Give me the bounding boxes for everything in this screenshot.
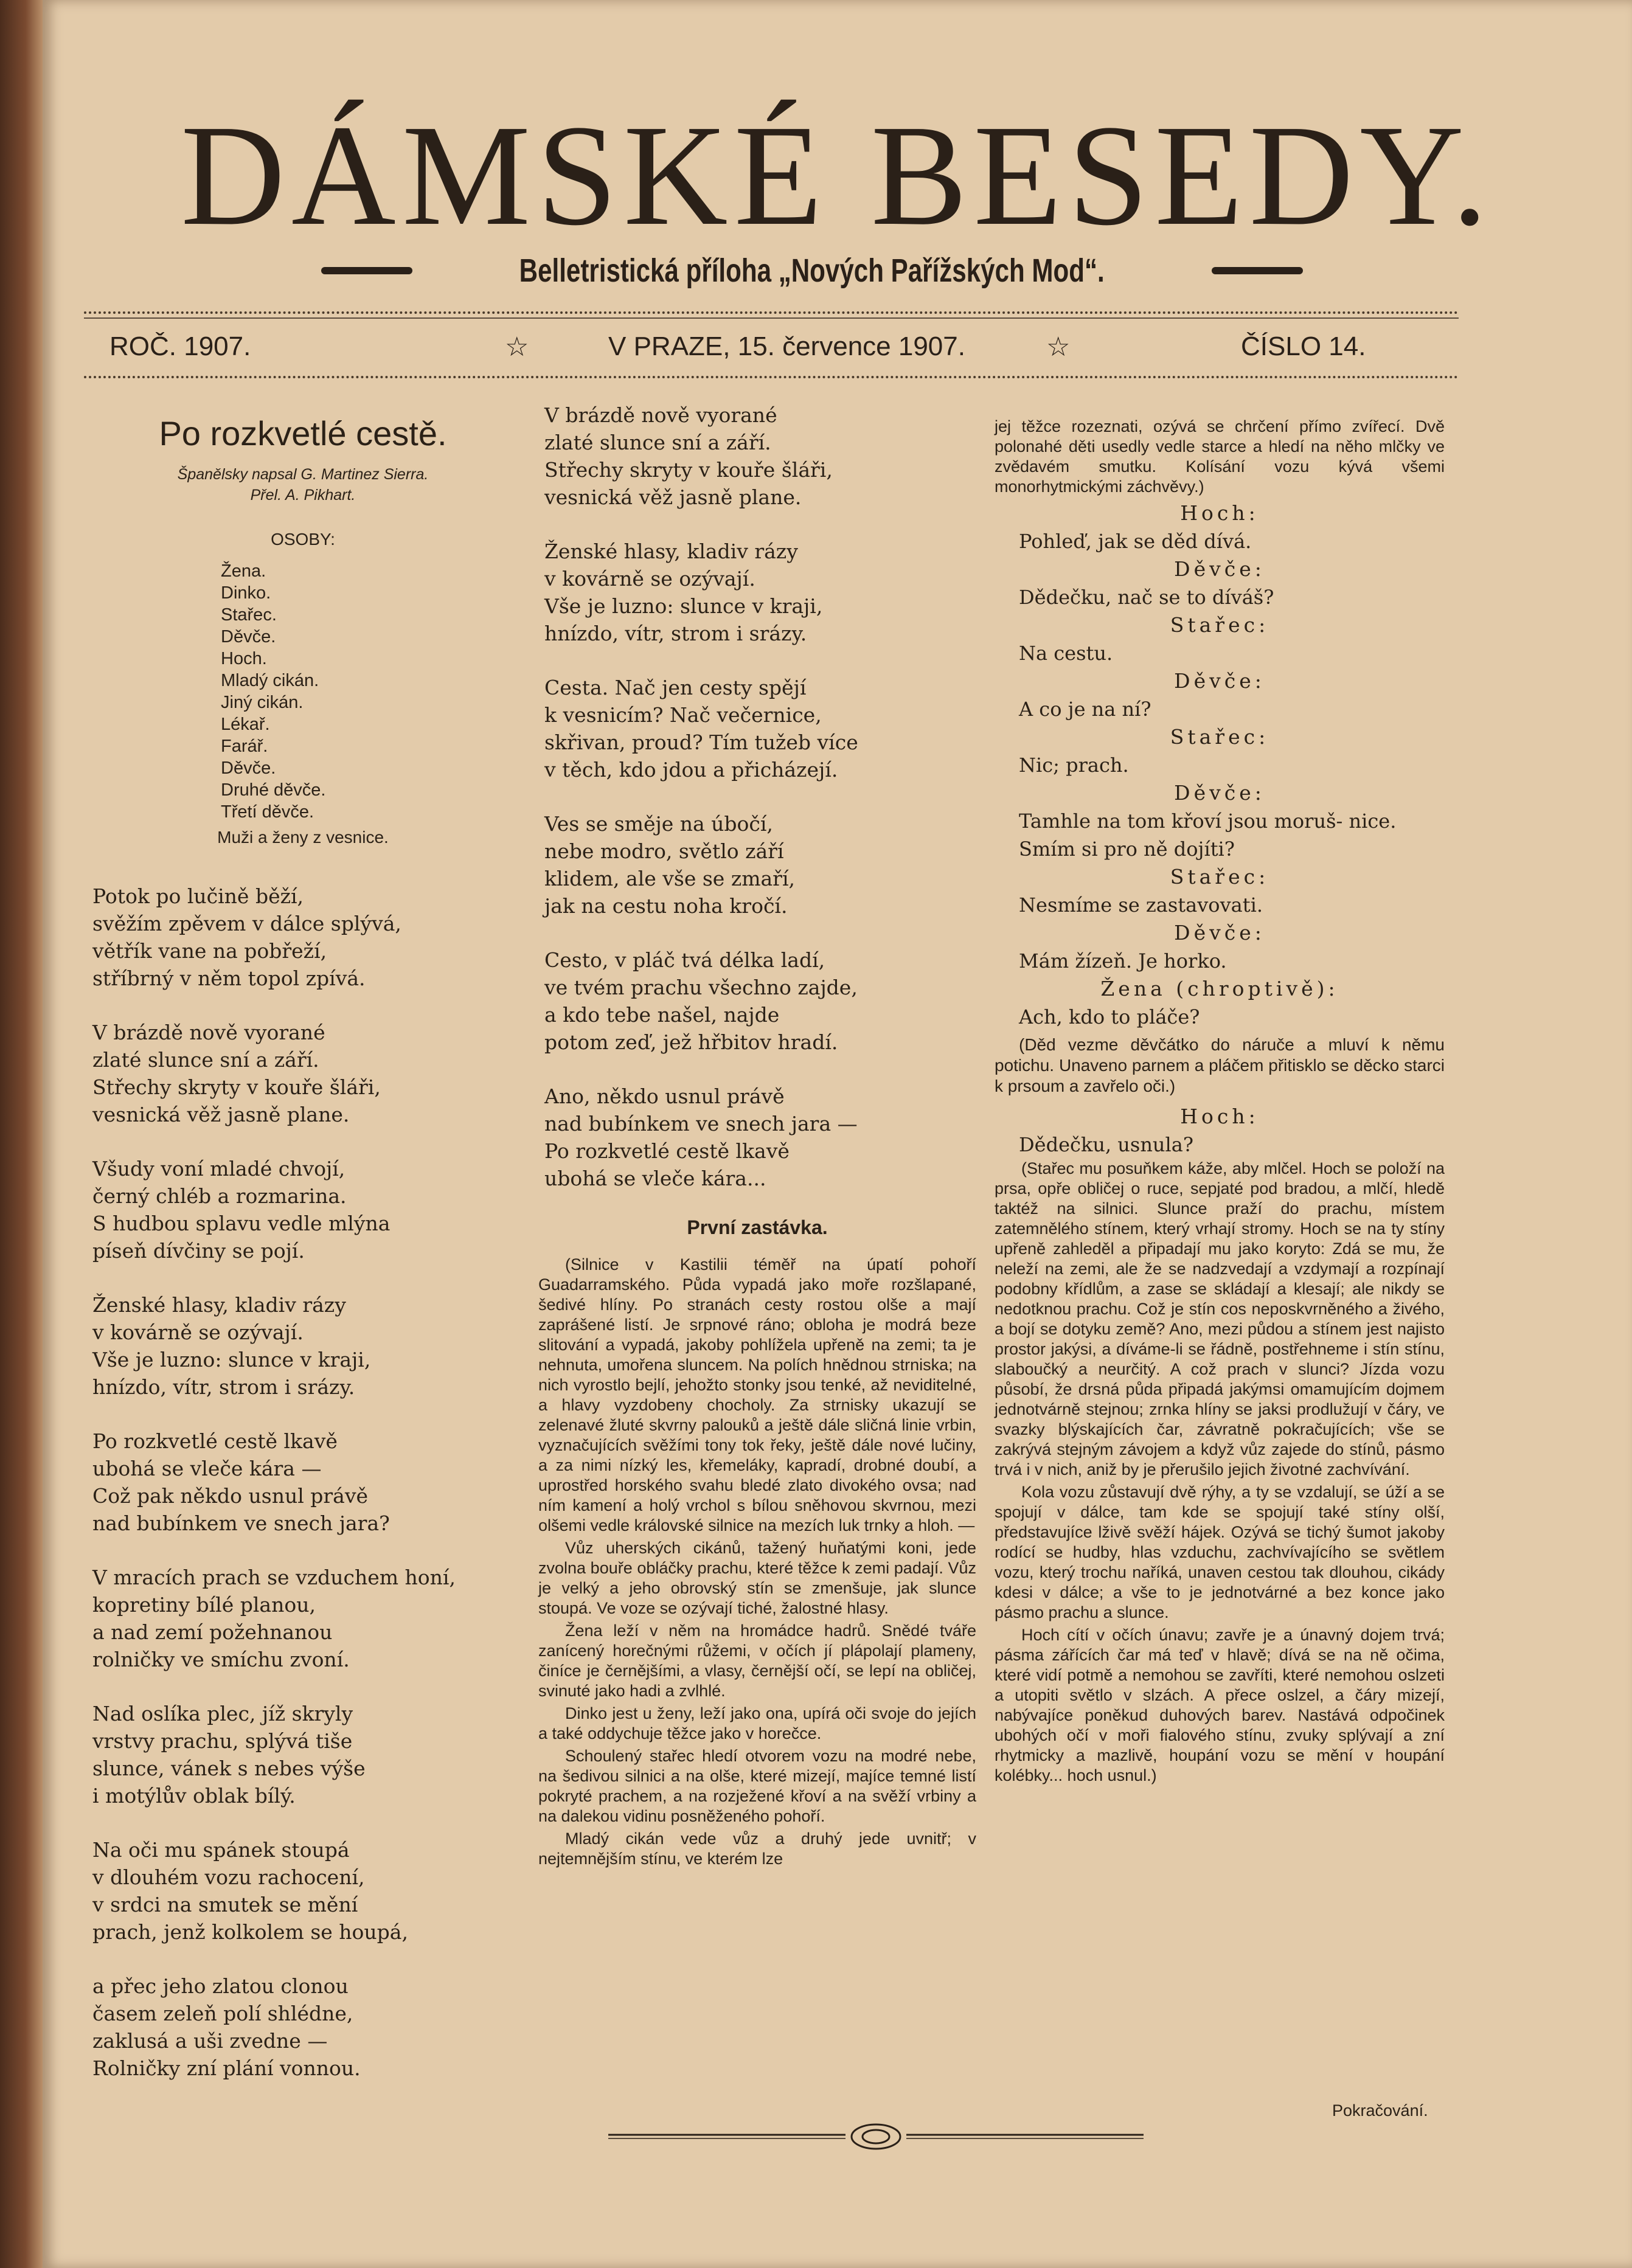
- poem-line: zaklusá a uši zvedne —: [92, 2029, 328, 2053]
- dialogue-speaker: Hoch:: [1180, 501, 1259, 525]
- section-paragraph: Žena leží v něm na hromádce hadrů. Snědé tváře zanícený horečnými růžemi, v očích jí plápolají plameny, činíce je černějšími, a vlasy, černější očí, se lepí na obličej, svinuté jako hadi a zvlhlé.: [538, 1621, 976, 1700]
- poem-line: Rolničky zní plání vonnou.: [92, 2056, 361, 2080]
- poem-line: a přec jeho zlatou clonou: [92, 1974, 349, 1998]
- poem-stanza: [544, 810, 976, 920]
- dateline-star-right: ☆: [1046, 332, 1071, 362]
- poem-line: ve tvém prachu všechno zajde,: [544, 976, 858, 999]
- col3-intro: jej těžce rozeznati, ozývá se chrčení přímo zvířecí. Dvě polonahé děti usedly vedle starce a hledí na něho mlčky ve zvědavém smutku. Kolísání vozu kývá všemi monorhytmickými záchvěvy.): [995, 417, 1445, 496]
- poem-line: potom zeď, jež hřbitov hradí.: [544, 1030, 838, 1054]
- poem-stanza: [92, 1700, 522, 1809]
- poem-line: V mracích prach se vzduchem honí,: [92, 1566, 456, 1589]
- poem-column-2: [538, 401, 976, 1192]
- poem-line: V brázdě nově vyorané: [92, 1021, 325, 1044]
- poem-line: kopretiny bílé planou,: [92, 1593, 316, 1617]
- poem-line: Vše je luzno: slunce v kraji,: [92, 1348, 371, 1372]
- cast-member: Třetí děvče.: [221, 802, 314, 822]
- poem-line: Což pak někdo usnul právě: [92, 1484, 369, 1508]
- section-paragraph: Schoulený stařec hledí otvorem vozu na modré nebe, na šedivou silnici a na olše, které mizejí, majíce temné listí pokryté prachem, a na rozježené křoví a na svěží vrbiny a na dalekou vidinu posněženého pohoří.: [538, 1747, 976, 1825]
- column-2: [538, 401, 976, 1871]
- poem-line: Střechy skryty v kouře šláři,: [544, 458, 833, 482]
- poem-stanza: [544, 1083, 976, 1192]
- dialogue-line: Dědečku, nač se to díváš?: [1019, 586, 1274, 609]
- poem-line: jak na cestu noha kročí.: [544, 894, 788, 918]
- dialogue-line: Dědečku, usnula?: [1019, 1133, 1193, 1156]
- continued-note: Pokračování.: [1332, 2101, 1428, 2120]
- poem-stanza: [544, 674, 976, 783]
- poem-line: Na oči mu spánek stoupá: [92, 1838, 350, 1862]
- poem-stanza: [92, 883, 522, 992]
- poem-line: Potok po lučině běží,: [92, 884, 304, 908]
- article-author: Španělsky napsal G. Martinez Sierra.: [177, 466, 429, 483]
- masthead-subtitle: Belletristická příloha „Nových Pařížských Mod“.: [519, 252, 1105, 289]
- poem-line: k vesnicím? Nač večernice,: [544, 703, 822, 727]
- column-3: [995, 401, 1445, 1788]
- cast-member: Dinko.: [221, 583, 271, 603]
- poem-line: Ves se směje na úbočí,: [544, 812, 773, 836]
- poem-stanza: [92, 1019, 522, 1128]
- poem-line: v kovárně se ozývají.: [92, 1320, 304, 1344]
- poem-stanza: [544, 946, 976, 1056]
- poem-line: klidem, ale vše se zmaří,: [544, 867, 796, 890]
- footer-ornament: [608, 2121, 1144, 2152]
- poem-line: nebe modro, světlo září: [544, 839, 784, 863]
- poem-line: v dlouhém vozu rachocení,: [92, 1865, 365, 1889]
- cast-member: Lékař.: [221, 715, 270, 734]
- dateline: [109, 331, 1411, 368]
- poem-line: nad bubínkem ve snech jara?: [92, 1511, 390, 1535]
- poem-line: černý chléb a rozmarina.: [92, 1184, 347, 1208]
- dialogue-line: Nesmíme se zastavovati.: [1019, 893, 1263, 917]
- poem-stanza: [92, 1836, 522, 1946]
- cast-member: Farář.: [221, 737, 268, 756]
- article-title: Po rozkvetlé cestě.: [159, 414, 447, 453]
- cast-member: Hoch.: [221, 649, 267, 668]
- poem-line: vesnická věž jasně plane.: [544, 485, 802, 509]
- column-1: [84, 401, 522, 2082]
- cast-note: Muži a ženy z vesnice.: [217, 828, 389, 847]
- cast-member: Děvče.: [221, 627, 276, 647]
- col3-paragraphs: [995, 1159, 1445, 1786]
- book-spine: [0, 0, 43, 2268]
- poem-line: rolničky ve smíchu zvoní.: [92, 1648, 350, 1671]
- section-paragraph: Vůz uherských cikánů, tažený huňatými koni, jede zvolna bouře obláčky prachu, které těžce k zemi padají. Vůz je velký a jeho obrovský stín se zmenšuje, jak slunce stoupá. Ve voze se ozývají tiché, žalostné hlasy.: [538, 1539, 976, 1617]
- poem-line: Ženské hlasy, kladiv rázy: [544, 539, 798, 563]
- cast-list: [221, 560, 522, 823]
- poem-stanza: [92, 1564, 522, 1673]
- poem-line: Cesto, v pláč tvá délka ladí,: [544, 948, 825, 972]
- poem-line: ubohá se vleče kára —: [92, 1457, 322, 1480]
- cast-member: Mladý cikán.: [221, 671, 319, 690]
- poem-line: i motýlův oblak bílý.: [92, 1784, 296, 1808]
- poem-line: v srdci na smutek se mění: [92, 1893, 358, 1916]
- dialogue-speaker: Děvče:: [1174, 669, 1265, 693]
- cast-member: Stařec.: [221, 605, 277, 625]
- dialogue-line: Mám žízeň. Je horko.: [1019, 949, 1227, 973]
- poem-line: nad bubínkem ve snech jara —: [544, 1112, 858, 1136]
- poem-line: zlaté slunce sní a září.: [544, 431, 771, 454]
- dialogue-2: [995, 1103, 1445, 1159]
- dialogue-speaker: Stařec:: [1170, 725, 1269, 749]
- poem-line: skřivan, proud? Tím tužeb více: [544, 730, 858, 754]
- poem-line: Cesta. Nač jen cesty spějí: [544, 676, 807, 699]
- dialogue-speaker: Hoch:: [1180, 1105, 1259, 1128]
- poem-line: a nad zemí požehnanou: [92, 1620, 333, 1644]
- rule-top-solid: [84, 317, 1459, 319]
- dialogue-speaker: Žena (chroptivě):: [1100, 977, 1339, 1000]
- poem-stanza: [544, 401, 976, 511]
- dialogue-line: Ach, kdo to pláče?: [1019, 1005, 1200, 1028]
- cast-member: Jiný cikán.: [221, 693, 304, 712]
- masthead-title: DÁMSKÉ BESEDY.: [181, 95, 1494, 255]
- poem-line: Střechy skryty v kouře šláři,: [92, 1075, 381, 1099]
- poem-line: větřík vane na pobřeží,: [92, 939, 327, 963]
- poem-column-1: [84, 883, 522, 2082]
- poem-line: Nad oslíka plec, jíž skryly: [92, 1702, 353, 1725]
- poem-stanza: [544, 538, 976, 647]
- poem-line: ubohá se vleče kára...: [544, 1167, 766, 1190]
- poem-line: hnízdo, vítr, strom i srázy.: [92, 1375, 355, 1399]
- dialogue-speaker: Děvče:: [1174, 781, 1265, 805]
- poem-line: Po rozkvetlé cestě lkavě: [544, 1139, 790, 1163]
- poem-line: Všudy voní mladé chvojí,: [92, 1157, 345, 1181]
- cast-member: Druhé děvče.: [221, 780, 326, 800]
- dialogue-speaker: Stařec:: [1170, 865, 1269, 889]
- dialogue-line: Na cestu.: [1019, 642, 1113, 665]
- poem-line: Ženské hlasy, kladiv rázy: [92, 1293, 346, 1317]
- poem-line: stříbrný v něm topol zpívá.: [92, 966, 366, 990]
- section-paragraph: (Silnice v Kastilii téměř na úpatí pohoří Guadarramského. Půda vypadá jako moře rozšlapané, šedivé hlíny. Po stranách cesty rostou olše a mají zaprášené listí. Je srpnové ráno; obloha je modrá beze slitování a vypadá, jakoby pohlížela upřeně na zemi; ta je nehnuta, umořena sluncem. Na polích hnědnou strniska; na nich vyrostlo bejlí, jehožto stonky jsou tenké, až neviditelné, a hlavy vyzdobeny chocholy. Za strnisky ukazují se zelenavé žluté skvrny palouků a ještě dále sličná linie vrbin, vyznačujících svěžími tony tok řeky, ještě dále nové lučiny, a za nimi nízký les, křemeláky, kapradí, drobné doubí, a uprostřed horského svahu bledé zlato divokého ovsa; nad ním kamení a holý vrchol s bílou sněhovou skvrnou, mezi olšemi vedle královské silnice na mezích luk trnky a hloh. —: [538, 1255, 976, 1535]
- poem-line: časem zeleň polí shlédne,: [92, 2002, 353, 2025]
- rule-top-dotted: [84, 311, 1459, 316]
- poem-line: vrstvy prachu, splývá tiše: [92, 1729, 353, 1753]
- poem-line: a kdo tebe našel, najde: [544, 1003, 780, 1027]
- poem-stanza: [92, 1155, 522, 1264]
- dialogue-line: Pohleď, jak se děd dívá.: [1019, 530, 1252, 553]
- dialogue-speaker: Děvče:: [1174, 921, 1265, 945]
- stage-direction-1: (Děd vezme děvčátko do náruče a mluví k němu potichu. Unaveno parnem a pláčem přitisklo se děcko starci k prsoum a zavřelo oči.): [995, 1035, 1445, 1095]
- poem-line: vesnická věž jasně plane.: [92, 1103, 350, 1126]
- subtitle-dash-right: [1212, 267, 1303, 274]
- newspaper-page: [43, 0, 1632, 2268]
- dialogue-speaker: Stařec:: [1170, 613, 1269, 637]
- poem-line: Vše je luzno: slunce v kraji,: [544, 594, 823, 618]
- dialogue-line: A co je na ní?: [1019, 698, 1151, 721]
- dialogue-line: Nic; prach.: [1019, 754, 1129, 777]
- dialogue-speaker: Děvče:: [1174, 557, 1265, 581]
- dateline-issue: ČÍSLO 14.: [1241, 331, 1366, 361]
- poem-line: V brázdě nově vyorané: [544, 403, 777, 427]
- poem-line: Po rozkvetlé cestě lkavě: [92, 1429, 338, 1453]
- poem-line: slunce, vánek s nebes výše: [92, 1756, 366, 1780]
- section-title: První zastávka.: [687, 1216, 828, 1238]
- section-paragraph: Mladý cikán vede vůz a druhý jede uvnitř; v nejtemnějším stínu, ve kterém lze: [538, 1829, 976, 1868]
- poem-line: zlaté slunce sní a září.: [92, 1048, 319, 1072]
- col3-paragraph: (Stařec mu posuňkem káže, aby mlčel. Hoch se položí na prsa, opře obličej o ruce, sepjaté pod bradou, a mlčí, hledě taktéž na silnici. Slunce praží do prachu, místem zatemnělého stínem, který vrhají stromy. Hoch se na ty stíny upřeně zahleděl a připadají mu jako koryto: Zdá se mu, že neleží na zemi, ale že se nadzvedají a vzdymají a rozpínají podobny křídlům, a zase se skládají a klesají; ale nikdy se nedotknou prachu. Což je stín cos neposkvrněného a živého, a bojí se dotyku země? Ano, mezi půdou a stínem jest najisto prostor jakýsi, a díváme-li se řádně, postřehneme i stín stínu, slaboučký a neurčitý. A což prach v slunci? Jízda vozu působí, že drsná půda připadá jakýmsi omamujícím dojmem jednotvárně stejnou; zrnka hlíny se jaksi prodlužují v čáry, ve svazky blýskajících čar, závratně pokračujících; vše se zakrývá stejným závojem a když vůz zajede do stínů, pásmo trvá i v nich, aniž by je přerušilo jejich životné zachvívání.: [995, 1159, 1445, 1479]
- subtitle-dash-left: [321, 267, 412, 274]
- poem-line: S hudbou splavu vedle mlýna: [92, 1212, 391, 1235]
- dialogue-line: Tamhle na tom křoví jsou moruš- nice. Smím si pro ně dojíti?: [1019, 810, 1397, 861]
- col3-paragraph: Hoch cítí v očích únavu; zavře je a únavný dojem trvá; pásma zářících čar má teď v hlavě; dívá se na ně očima, které vidí potmě a nemohou se zavříti, které nemohou oslzeti a utopiti světlo v slzách. A přece oslzel, a čáry mizejí, nabývajíce poněkud duhových barev. Nastává odpočinek ubohých očí v moři fialového stínu, zvuky splývají a zní rhytmicky a mazlivě, houpání vozu se mění v houpání kolébky... hoch usnul.): [995, 1626, 1445, 1784]
- dateline-year: ROČ. 1907.: [109, 331, 251, 361]
- poem-stanza: [92, 1427, 522, 1537]
- cast-heading: OSOBY:: [271, 530, 335, 549]
- poem-line: hnízdo, vítr, strom i srázy.: [544, 622, 807, 645]
- dateline-place-date: V PRAZE, 15. července 1907.: [608, 331, 965, 361]
- poem-stanza: [92, 1291, 522, 1401]
- cast-member: Děvče.: [221, 758, 276, 778]
- poem-line: prach, jenž kolkolem se houpá,: [92, 1920, 408, 1944]
- subtitle-row: [310, 243, 1314, 298]
- poem-line: píseň dívčiny se pojí.: [92, 1239, 305, 1263]
- dialogue-1: [995, 499, 1445, 1031]
- poem-line: v kovárně se ozývají.: [544, 567, 755, 591]
- poem-line: v těch, kdo jdou a přicházejí.: [544, 758, 838, 782]
- rule-bottom-dotted: [84, 376, 1459, 381]
- section-paragraphs: [538, 1255, 976, 1869]
- cast-member: Žena.: [221, 561, 266, 581]
- poem-stanza: [92, 1972, 522, 2082]
- poem-line: svěžím zpěvem v dálce splývá,: [92, 912, 401, 935]
- poem-line: Ano, někdo usnul právě: [544, 1084, 785, 1108]
- col3-paragraph: Kola vozu zůstavují dvě rýhy, a ty se vzdalují, se úží a se spojují v dálce, tam kde se spojují také stíny olší, představujíce lživě svěží hájek. Ozývá se tichý šumot jakoby rodící se hudby, hlas vzduchu, zachvívajícího se světlem vozu, který trochu naříká, unaven cestou tak dlouhou, cikády kdesi v dálce; a vše to je jednotvárné a bez konce jako pásmo prachu a slunce.: [995, 1483, 1445, 1621]
- section-paragraph: Dinko jest u ženy, leží jako ona, upírá oči svoje do jejích a také oddychuje těžce jako v horečce.: [538, 1704, 976, 1743]
- article-translator: Přel. A. Pikhart.: [250, 487, 356, 504]
- dateline-star-left: ☆: [505, 332, 529, 362]
